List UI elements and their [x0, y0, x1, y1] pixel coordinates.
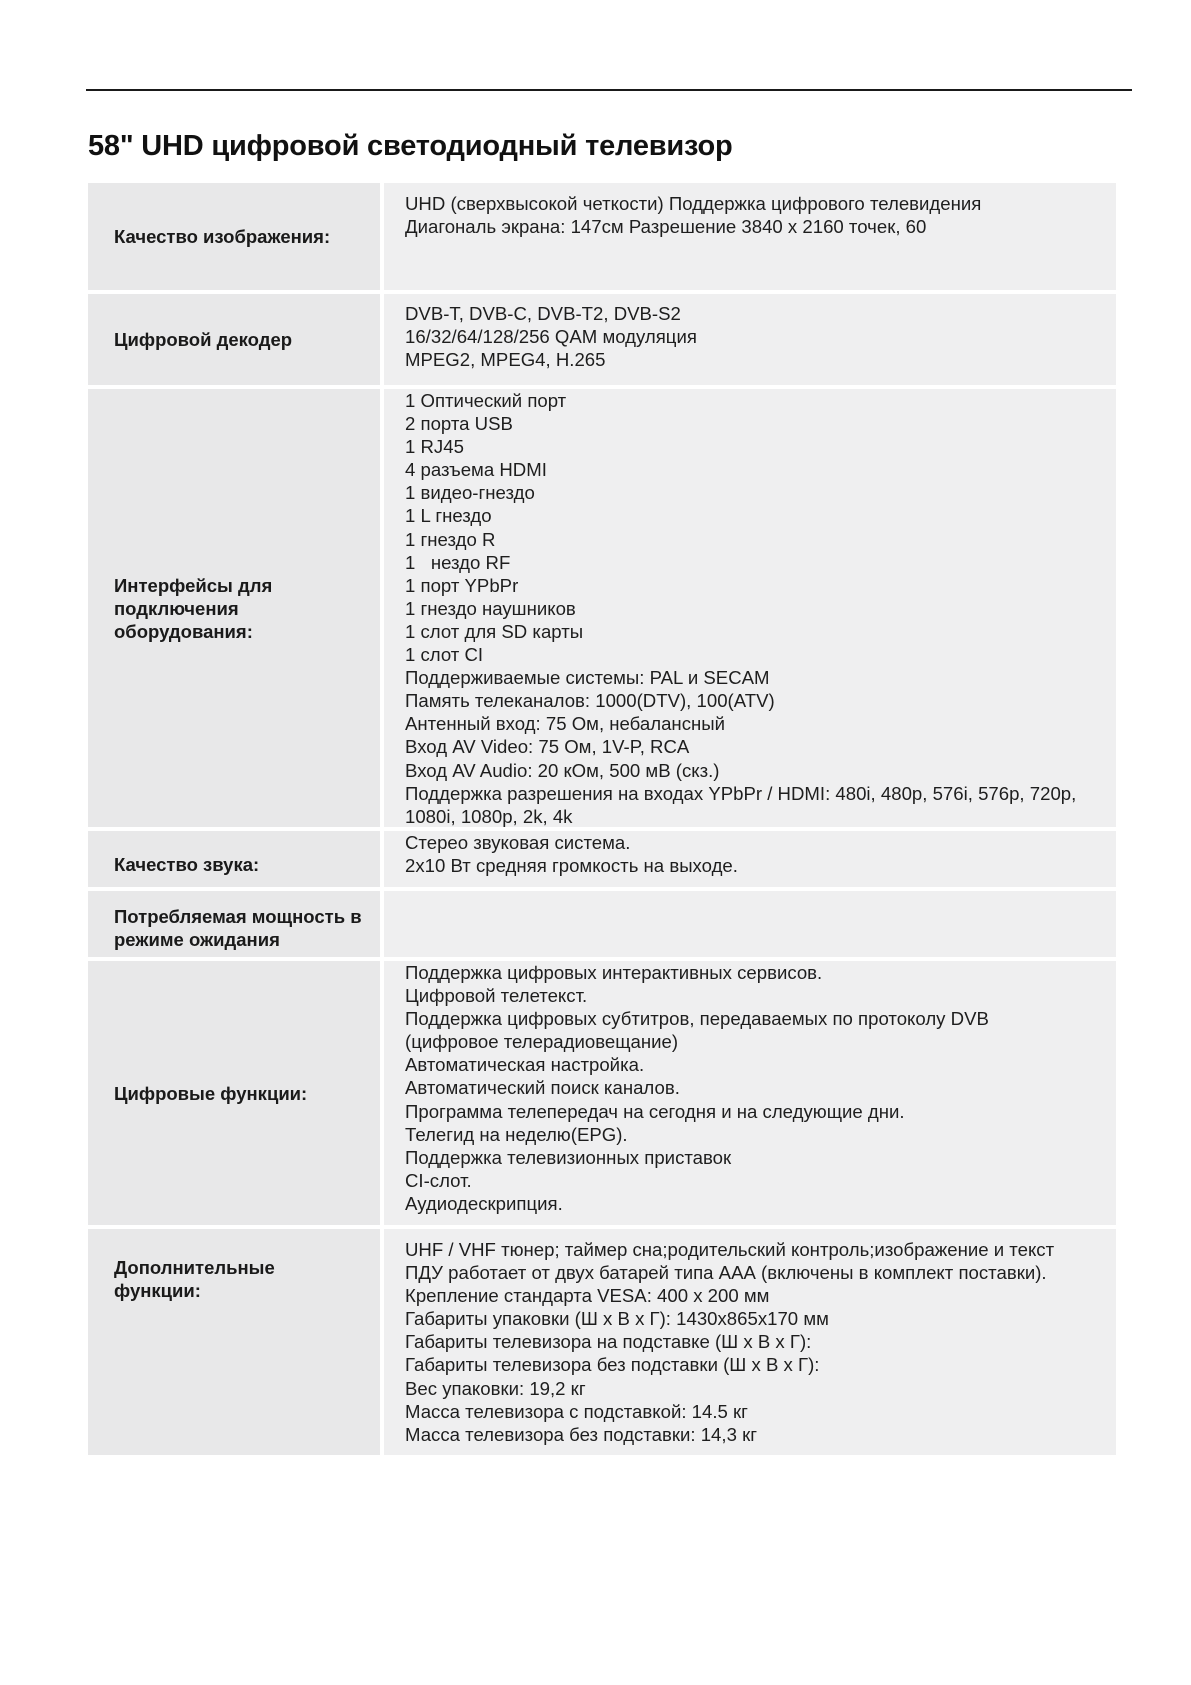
- spec-line: Телегид на неделю(EPG).: [405, 1123, 628, 1145]
- spec-line: Диагональ экрана: 147см Разрешение 3840 x 2160 точек, 60: [405, 216, 927, 238]
- spec-value: [384, 961, 1116, 1225]
- spec-line: Поддержка разрешения на входах YPbPr / HDMI: 480i, 480p, 576i, 576p, 720p,: [405, 782, 1077, 804]
- spec-label: Дополнительные функции:: [88, 1229, 380, 1455]
- spec-line: Автоматический поиск каналов.: [405, 1077, 680, 1099]
- page-title: 58" UHD цифровой светодиодный телевизор: [88, 130, 733, 162]
- spec-line: Вес упаковки: 19,2 кг: [405, 1377, 586, 1399]
- spec-row-standby-power: [88, 891, 1116, 957]
- spec-value: [384, 1229, 1116, 1455]
- spec-line: 1 гнездо наушников: [405, 597, 576, 619]
- spec-label: Цифровой декодер: [88, 294, 380, 385]
- spec-line: Вход AV Audio: 20 кОм, 500 мВ (скз.): [405, 759, 720, 781]
- spec-line: Вход AV Video: 75 Ом, 1V-P, RCA: [405, 736, 690, 758]
- spec-line: Аудиодескрипция.: [405, 1192, 563, 1214]
- spec-value: [384, 294, 1116, 385]
- spec-line: MPEG2, MPEG4, H.265: [405, 349, 606, 371]
- spec-line: Память телеканалов: 1000(DTV), 100(ATV): [405, 690, 775, 712]
- spec-line: Цифровой телетекст.: [405, 985, 588, 1007]
- spec-row-picture-quality: [88, 183, 1116, 290]
- spec-line: 1 слот CI: [405, 644, 484, 666]
- spec-line: 1 слот для SD карты: [405, 620, 584, 642]
- spec-line: Стерео звуковая система.: [405, 832, 631, 853]
- spec-row-additional-functions: [88, 1229, 1116, 1455]
- spec-line: 1080i, 1080p, 2k, 4k: [405, 805, 573, 827]
- spec-line: 1 гнездо R: [405, 528, 496, 550]
- spec-line: Габариты телевизора без подставки (Ш x В x Г):: [405, 1354, 820, 1376]
- spec-line: Крепление стандарта VESA: 400 x 200 мм: [405, 1285, 770, 1307]
- spec-line: UHF / VHF тюнер; таймер сна;родительский контроль;изображение и текст: [405, 1239, 1055, 1260]
- spec-line: 1 видео-гнездо: [405, 482, 535, 504]
- spec-row-interfaces: [88, 389, 1116, 827]
- spec-line: Автоматическая настройка.: [405, 1054, 645, 1076]
- spec-table: [88, 183, 1116, 1459]
- spec-line: Антенный вход: 75 Ом, небалансный: [405, 713, 726, 735]
- spec-line: CI-слот.: [405, 1169, 472, 1191]
- spec-line: DVB-T, DVB-C, DVB-T2, DVB-S2: [405, 303, 681, 324]
- spec-line: Поддержка телевизионных приставок: [405, 1146, 732, 1168]
- spec-value: [384, 831, 1116, 887]
- spec-value: [384, 183, 1116, 290]
- spec-label: Интерфейсы для подключения оборудования:: [88, 389, 380, 827]
- header-rule: [86, 89, 1132, 91]
- spec-line: ПДУ работает от двух батарей типа ААА (включены в комплект поставки).: [405, 1262, 1047, 1284]
- spec-row-digital-functions: [88, 961, 1116, 1225]
- spec-line: Поддерживаемые системы: PAL и SECAM: [405, 667, 770, 689]
- spec-line: (цифровое телерадиовещание): [405, 1031, 679, 1053]
- spec-line: 1 Оптический порт: [405, 390, 567, 411]
- spec-label: Качество изображения:: [88, 183, 380, 290]
- spec-label: Качество звука:: [88, 831, 380, 887]
- spec-line: 1 L гнездо: [405, 505, 492, 527]
- spec-line: Программа телепередач на сегодня и на следующие дни.: [405, 1100, 905, 1122]
- spec-line: 1 нездо RF: [405, 551, 511, 573]
- spec-line: Масса телевизора без подставки: 14,3 кг: [405, 1423, 757, 1445]
- spec-line: 16/32/64/128/256 QAM модуляция: [405, 326, 697, 348]
- spec-row-sound-quality: [88, 831, 1116, 887]
- spec-line: Масса телевизора с подставкой: 14.5 кг: [405, 1400, 748, 1422]
- spec-line: 1 RJ45: [405, 436, 464, 458]
- spec-label: Потребляемая мощность в режиме ожидания: [88, 891, 380, 957]
- spec-line: UHD (сверхвысокой четкости) Поддержка цифрового телевидения: [405, 193, 982, 214]
- spec-line: Поддержка цифровых интерактивных сервисов.: [405, 962, 823, 983]
- spec-row-digital-decoder: [88, 294, 1116, 385]
- spec-line: 4 разъема HDMI: [405, 459, 547, 481]
- spec-line: Габариты упаковки (Ш x В x Г): 1430x865x170 мм: [405, 1308, 829, 1330]
- spec-line: Поддержка цифровых субтитров, передаваемых по протоколу DVB: [405, 1008, 989, 1030]
- spec-line: Габариты телевизора на подставке (Ш x В x Г):: [405, 1331, 812, 1353]
- spec-value: [384, 891, 1116, 957]
- spec-label: Цифровые функции:: [88, 961, 380, 1225]
- spec-line: 2 порта USB: [405, 413, 513, 435]
- spec-line: 1 порт YPbPr: [405, 574, 519, 596]
- spec-line: 2x10 Вт средняя громкость на выходе.: [405, 855, 738, 877]
- spec-value: [384, 389, 1116, 827]
